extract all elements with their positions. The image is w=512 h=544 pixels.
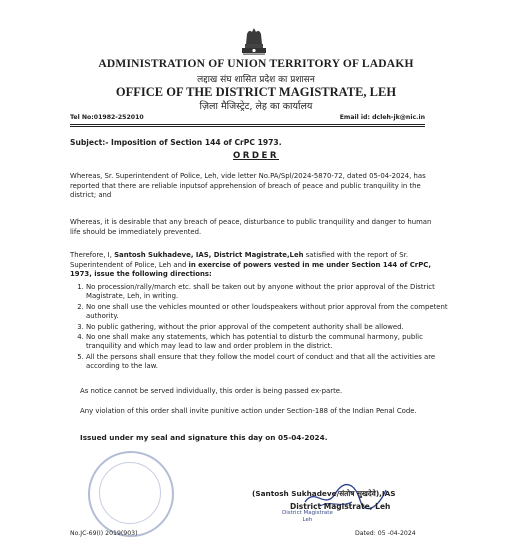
text-fragment: Therefore, I,: [70, 251, 115, 259]
header-line-administration-hindi: लद्दाख संघ शासित प्रदेश का प्रशासन: [197, 75, 315, 85]
reference-number: No.JC-69(I) 2019(903): [70, 530, 138, 537]
powers-clause: in exercise of powers vested in me under Section 144 of CrPC, 1973: [70, 260, 431, 279]
header-rule: [70, 126, 425, 127]
national-emblem-icon: [237, 26, 271, 56]
email-address: Email id: dcleh-jk@nic.in: [339, 114, 425, 121]
signatory-name: (Santosh Sukhadeve/संतोष सुखदेवे),IAS: [252, 489, 396, 498]
header-line-office-hindi: ज़िला मैजिस्ट्रेट, लेह का कार्यालय: [199, 101, 313, 112]
paragraph-violation: Any violation of this order shall invite punitive action under Section-188 of the Indian Penal Code.: [80, 407, 417, 415]
direction-item: 3. No public gathering, without the prior approval of the competent authority shall be allowed.: [86, 323, 458, 332]
telephone-number: Tel No:01982-252010: [70, 114, 144, 121]
magistrate-name: Santosh Sukhadeve, IAS, District Magistrate,Leh: [114, 251, 304, 259]
issued-statement: Issued under my seal and signature this day on 05-04-2024.: [80, 433, 328, 442]
header-rule: [70, 124, 425, 125]
text-fragment: , issue the following directions:: [89, 270, 212, 279]
direction-item: 5. All the persons shall ensure that they follow the model court of conduct and that all the activities are according to the law.: [86, 353, 458, 372]
direction-item: 1. No procession/rally/march etc. shall be taken out by anyone without the prior approval of the District Magistrate, Leh, in writing.: [86, 283, 458, 302]
stamp-line: Leh: [302, 516, 313, 523]
office-seal-stamp: [88, 451, 174, 537]
direction-item: 2. No one shall use the vehicles mounted or other loudspeakers without prior approval from the competent authority.: [86, 303, 458, 322]
directions-list: [70, 283, 458, 373]
header-line-administration: ADMINISTRATION OF UNION TERRITORY OF LADAKH: [98, 58, 414, 70]
document-date: Dated: 05 -04-2024: [355, 530, 416, 537]
stamp-line: District Magistrate: [282, 510, 333, 516]
order-title: ORDER: [232, 151, 280, 161]
direction-item: 4. No one shall make any statements, which has potential to disturb the communal harmony, public tranquility and which may lead to law and order problem in the district.: [86, 333, 458, 352]
paragraph-ex-parte: As notice cannot be served individually, this order is being passed ex-parte.: [80, 387, 343, 395]
subject-line: Subject:- Imposition of Section 144 of CrPC 1973.: [70, 138, 282, 147]
signatory-title: District Magistrate, Leh: [290, 502, 391, 511]
text-fragment: satisfied with the report of Sr. Superintendent of Police, Leh and: [70, 251, 409, 269]
paragraph-whereas-desirable: Whereas, it is desirable that any breach of peace, disturbance to public tranquility and danger to human life should be immediately prevented.: [70, 218, 432, 236]
header-line-office: OFFICE OF THE DISTRICT MAGISTRATE, LEH: [115, 85, 397, 99]
designation-stamp: [282, 510, 333, 523]
paragraph-therefore: [70, 251, 438, 280]
paragraph-whereas-report: Whereas, Sr. Superintendent of Police, Leh, vide letter No.PA/Spl/2024-5870-72, dated 05-04-2024, has reported that there are reliable inputsof apprehension of breach of peace and public tranquility in the district; and: [70, 172, 426, 200]
